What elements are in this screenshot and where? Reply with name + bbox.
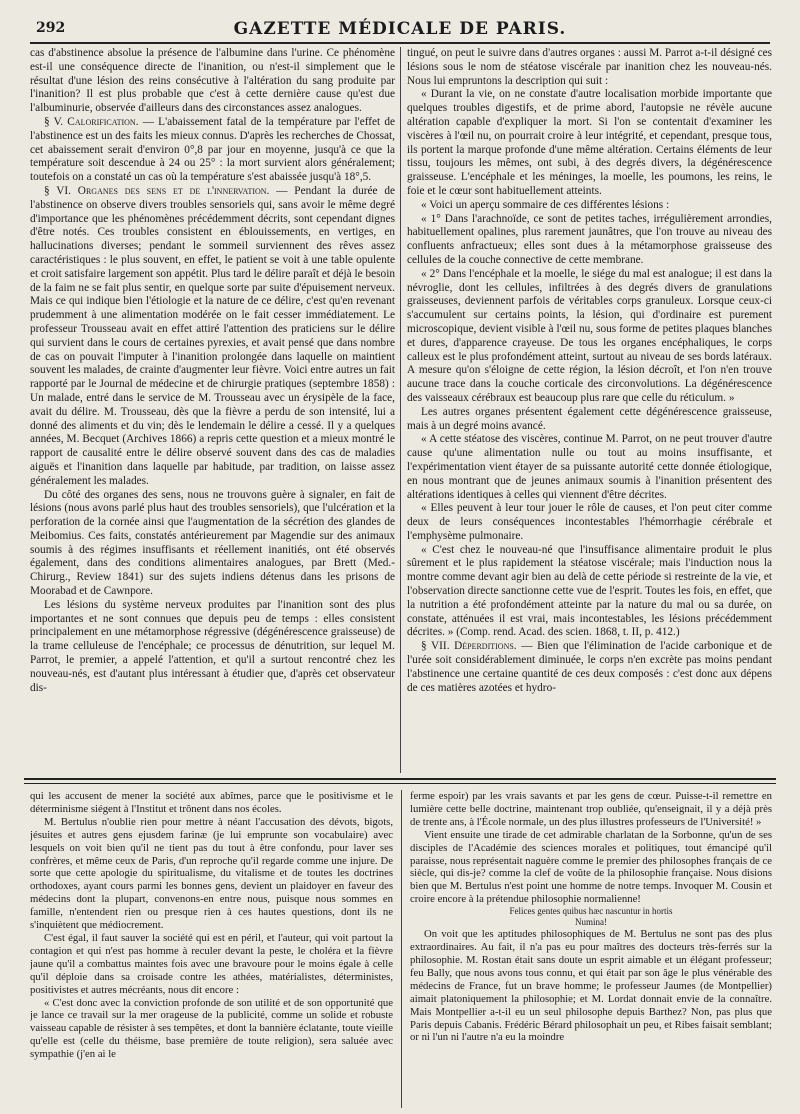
paragraph: M. Bertulus n'oublie rien pour mettre à néant l'accusation des dévots, bigots, jésuites et autres gens ejusdem farinæ (je lui emprunte son vocabulaire) avec lesquels on voit bien qu'il ne tient pas du tout à être confondu, pour laver ses confrères, et même ceux de Paris, d'un reproche qu'il regarde comme une injure. De sorte que cette apologie du spiritualisme, du vitalisme et de toutes les doctrines orthodoxes, ayant cours parmi les bonnes gens, devient un plaidoyer en faveur des médecins dont la plupart, convenons-en entre nous, puisque nous sommes en famille, n'entendent rien ou presque rien à ces hautes questions, dont ils ne s'inquiètent que médiocrement. xyxy=(30,815,393,932)
latin-line: Numina! xyxy=(575,917,607,928)
quote-paragraph: « Elles peuvent à leur tour jouer le rôle de causes, et l'on peut citer comme deux de leurs conséquences incontestables l'hémorrhagie cérébrale et l'emphysème pulmonaire. xyxy=(407,502,772,542)
upper-right-column xyxy=(407,47,772,773)
paragraph: Vient ensuite une tirade de cet admirable charlatan de la Sorbonne, qu'un de ses disciples de l'Académie des sciences morales et politiques, tout émancipé qu'il paraisse, nous représentait naguère comme le premier des philosophes français de ce siècle, qui dis-je? comme la clef de voûte de la philosophie française. Nous disions bien que M. Bertulus n'est point une homme de notre temps. Invoquer M. Cousin et croire encore à la prétendue philosophie normalienne! xyxy=(410,828,772,906)
upper-left-column xyxy=(30,47,395,773)
section-heading: § VI. Organes des sens et de l'innervation. xyxy=(44,184,270,197)
quote-paragraph: « Voici un aperçu sommaire de ces différentes lésions : xyxy=(421,198,670,211)
quote-paragraph: « A cette stéatose des viscères, continue M. Parrot, on ne peut trouver d'autre cause qu'une alimentation nulle ou tout au moins insuffisante, et l'expérimentation vient étayer de sa puissante autorité cette donnée étiologique, en nous montrant que de jeunes animaux soumis à l'inanition présentent des altérations identiques à celles qui viennent d'être décrites. xyxy=(407,433,772,501)
quote-paragraph: « C'est chez le nouveau-né que l'insuffisance alimentaire produit le plus sûrement et le plus rapidement la stéatose viscérale; mais l'induction nous la montre comme devant agir bien au delà de cette période si restreinte de la vie, et l'observation directe sanctionne cette vue de l'esprit. Toutes les fois, en effet, que la nutrition a été profondément atteinte par la nature du mal ou sa durée, on constate, atténuées il est vrai, mais incontestables, les lésions précédemment décrites. » (Comp. rend. Acad. des scien. 1868, t. II, p. 412.) xyxy=(407,543,772,639)
section-heading: § VII. Déperditions. xyxy=(421,640,517,653)
paragraph: On voit que les aptitudes philosophiques de M. Bertulus ne sont pas des plus extraordinaires. Au fait, il n'a pas eu pour maîtres des docteurs très-ferrés sur la philosophie. M. Rostan était sans doute un esprit aimable et un élégant professeur; feu Bally, que nous avons tous connu, et qui était par son âge le plus vénérable des médecins de France, fut un brave homme; le professeur Jaumes (de Montpellier) aimait platoniquement la philosophie; et M. Lordat donnait envie de la connaître. Mais Montpellier a-t-il eu un seul philosophe depuis Barthez? Non, pas plus que Paris depuis Cabanis. Frédéric Bérard philosophait un peu, et Ribes faisait semblant; or ni l'un ni l'autre n'a eu la moindre xyxy=(410,928,772,1044)
page-header xyxy=(30,16,770,44)
quote-paragraph: « Durant la vie, on ne constate d'autre localisation morbide importante que quelques troubles digestifs, et de prime abord, l'autopsie ne révèle aucune altération capable d'expliquer la mort. Si l'on se contentait d'examiner les viscères à l'œil nu, on pourrait croire à leur intégrité, et cependant, presque tous, ils portent la marque profonde d'une même altération. Certains éléments de leur tissu, toujours les mêmes, ont subi, à des degrés divers, la dégénérescence graisseuse. L'encéphale et les méninges, la moelle, les poumons, les reins, le foie et le cœur sont habituellement atteints. xyxy=(407,88,772,197)
paragraph: qui les accusent de mener la société aux abîmes, parce que le positivisme et le déterminisme siégent à l'Institut et trônent dans nos écoles. xyxy=(30,790,393,815)
section-body: — Bien que l'élimination de l'acide carbonique et de l'urée soit considérablement diminuée, le corps n'en excrète pas moins pendant l'abstinence une certaine quantité de ces deux composés : c'est donc aux dépens de ces matières azotées et hydro- xyxy=(407,640,772,694)
section-heading: § V. Calorification. xyxy=(44,115,139,128)
lower-right-column xyxy=(410,790,772,1108)
quote-paragraph: « C'est donc avec la conviction profonde de son utilité et de son opportunité que je lance ce travail sur la mer orageuse de la publicité, comme un solide et robuste vaisseau capable de résister à ses tempêtes, et dont la bannière éclatante, toute vieille qu'elle est (celle du théisme, base première de toute religion), sera saluée avec sympathie (j'en ai le xyxy=(30,996,393,1061)
lower-left-column xyxy=(30,790,393,1108)
section-v-paragraph xyxy=(30,116,395,185)
paragraph: cas d'abstinence absolue la présence de l'albumine dans l'urine. Ce phénomène est-il une conséquence directe de l'inanition, ou n'est-il simplement que le résultat d'une lésion des reins consécutive à l'altération du sang produite par l'inanition? Il est plus probable que c'est à cette dernière cause qu'est due l'albuminurie, observée d'ailleurs dans des circonstances assez analogues. xyxy=(30,47,395,115)
section-body: — Pendant la durée de l'abstinence on observe divers troubles sensoriels qui, sans avoir le même degré d'importance que les phénomènes précédemment décrits, sont cependant dignes d'être notés. Ces troubles consistent en éblouissements, en vertiges, en hallucinations diverses; pendant le sommeil surviennent des rêves assez caractéristiques : le plus souvent, en effet, le patient se voit à une table opulente et croit satisfaire largement son appétit. Plus tard le délire paraît et déjà le besoin de la faim ne se fait plus sentir, en quelque sorte par suite d'épuisement nerveux. Mais ce qui indique bien l'étiologie et la nature de ce délire, c'est qu'en revenant prudemment à une alimentation modérée on le fait cesser immédiatement. Le professeur Trousseau avait en effet attiré l'attention des praticiens sur le délire qui survient dans le cours de certaines pyrexies, et avait pensé que dans nombre de cas on pouvait l'imputer à l'inanition prolongée dans laquelle on maintient souvent les malades, de crainte d'augmenter leur fièvre. Voici entre autres un fait rapporté par le Journal de médecine et de chirurgie pratiques (septembre 1858) : Un malade, entré dans le service de M. Trousseau avec un érysipèle de la face, avait du délire. M. Trousseau, dès que la fièvre a perdu de son intensité, lui a donné des aliments et du vin; dès le lendemain le délire a cessé. Il y a quelques années, M. Becquet (Archives 1866) a repris cette question et a mieux montré le rapport de causalité entre le délire observé souvent dans des cas de maladies aiguës et l'inanition dans laquelle par habitude, par tradition, on laisse assez généralement les malades. xyxy=(30,184,395,487)
paragraph: tingué, on peut le suivre dans d'autres organes : aussi M. Parrot a-t-il désigné ces lésions sous le nom de stéatose viscérale par inanition chez les nouveau-nés. Nous lui empruntons la description qui suit : xyxy=(407,47,772,87)
column-divider xyxy=(400,47,401,773)
paragraph: ferme espoir) par les vrais savants et par les gens de cœur. Puisse-t-il remettre en lumière cette belle doctrine, maintenant trop oubliée, qu'enseignait, il y a déjà près de trente ans, à l'École normale, un des plus illustres professeurs de l'Université! » xyxy=(410,790,772,828)
paragraph: Les lésions du système nerveux produites par l'inanition sont des plus importantes et ne sont connues que depuis peu de temps : elles consistent principalement en une métamorphose régressive (dégénérescence graisseuse) de la trame celluleuse de l'encéphale; ce processus de dénutrition, sur lequel M. Parrot, le premier, a appelé l'attention, et qu'il a surtout rencontré chez les nouveau-nés, est d'autant plus intéressant à étudier que, d'après cet observateur dis- xyxy=(30,598,395,694)
quote-paragraph: « 2° Dans l'encéphale et la moelle, le siége du mal est analogue; il est dans la névroglie, dont les cellules, infiltrées à des degrés divers de granulations graisseuses, deviennent parfois de véritables corps granuleux. Lorsque ceux-ci s'accumulent sur certains points, la lésion, qui d'ordinaire est purement microscopique, devient visible à l'œil nu, sous forme de petites plaques blanches et dures, d'apparence crayeuse. De tous les organes encéphaliques, le corps calleux est le plus profondément atteint, surtout au niveau de ses bords latéraux. A mesure qu'on s'éloigne de cette région, la lésion décroît, et l'on n'en trouve aucune trace dans la couche corticale des circonvolutions. La dégénérescence des vaisseaux cérébraux est beaucoup plus rare que celle du réticulum. » xyxy=(407,267,772,404)
section-vii-paragraph xyxy=(407,640,772,695)
section-vi-paragraph xyxy=(30,185,395,489)
paragraph: Du côté des organes des sens, nous ne trouvons guère à signaler, en fait de lésions (nous avons parlé plus haut des troubles sensoriels), que l'ulcération et la perforation de la cornée ainsi que l'augmentation de la sécrétion des glandes de Meibomius. Ces faits, constatés antérieurement par Magendie sur des animaux soumis à des régimes insuffisants et réellement inanitiés, ont été observés également, dans des conditions alimentaires analogues, par Brett (Med.-Chirurg., Review 1841) sur des sujets indiens détenus dans les prisons de Moorabad et de Cawnpore. xyxy=(30,488,395,598)
section-body: — L'abaissement fatal de la température par l'effet de l'abstinence est un des faits les mieux connus. D'après les recherches de Chossat, cet abaissement serait d'environ 0°,8 par jour en moyenne, jusqu'à ce que la température soit descendue à 24 ou 25° : la mort survient alors généralement; toutefois on a constaté un cas où la température s'est abaissée jusqu'à 18°,5. xyxy=(30,115,395,184)
journal-title: GAZETTE MÉDICALE DE PARIS. xyxy=(233,19,567,39)
page-number: 292 xyxy=(36,20,66,36)
feuilleton-divider xyxy=(24,778,776,784)
paragraph: Les autres organes présentent également cette dégénérescence graisseuse, mais à un degré moins avancé. xyxy=(407,405,772,432)
paragraph: C'est égal, il faut sauver la société qui est en péril, et l'auteur, qui voit partout la contagion et qui n'est pas homme à reculer devant la peste, le choléra et la fièvre jaune qu'il a combattus maintes fois avec une bravoure pour le moins égale à celle qu'il déploie dans sa croisade contre les athées, matérialistes, déterministes, positivistes et autres mécréants, nous dit encore : xyxy=(30,931,393,996)
lower-column-divider xyxy=(401,790,402,1108)
quote-paragraph: « 1° Dans l'arachnoïde, ce sont de petites taches, irrégulièrement arrondies, habituellement opalines, plus rarement jaunâtres, que l'on trouve au niveau des confluents anfractueux; elles sont dues à la métamorphose graisseuse des cellules de la couche connective de cette membrane. xyxy=(407,212,772,266)
latin-line: Felices gentes quibus hæc nascuntur in hortis xyxy=(509,906,673,917)
latin-quotation xyxy=(410,906,772,928)
